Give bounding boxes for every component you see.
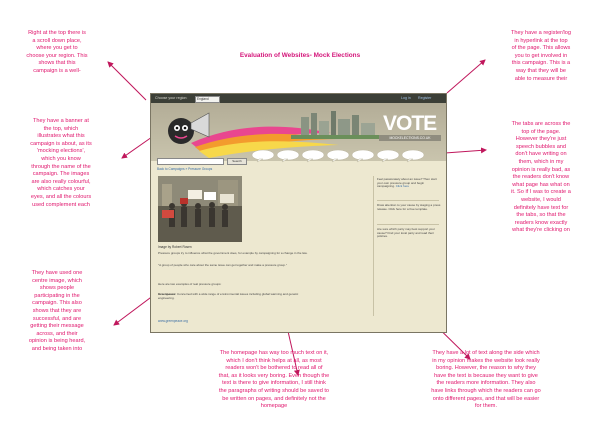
annotation-image: They have used one centre image, which shows people participating in the campaign. This also shows that they are successful, and are getting their message across, and their opinion is being heard, and being taken into <box>28 270 86 352</box>
tab-bubble[interactable] <box>327 150 349 162</box>
highlight-text: Concerned with a wide range of environmental issues including global warming and genetic engineering. <box>158 292 299 300</box>
page-title: Evaluation of Websites- Mock Elections <box>239 52 361 59</box>
tab-bubble[interactable] <box>377 150 399 162</box>
tab-bubble[interactable] <box>402 150 424 162</box>
site-top-bar <box>151 94 446 103</box>
site-logo[interactable]: VOTE <box>383 112 437 135</box>
centre-photo <box>158 176 242 242</box>
website-screenshot <box>150 93 447 333</box>
tab-bubble[interactable] <box>277 150 299 162</box>
body-paragraph: Here are two examples of real pressure groups: <box>158 282 222 286</box>
sidebar-box: Are sure which party may best support your cause? Find your local party and read their policies. <box>377 227 435 239</box>
login-link[interactable]: Log in <box>401 96 411 100</box>
arrow-tabs <box>445 150 486 153</box>
search-input[interactable] <box>157 158 224 165</box>
annotation-login: They have a register/log in hyperlink at the top of the page. This allows you to get involved in this campaign. This is a way that they will be able to measure their <box>510 30 571 82</box>
tab-bubble[interactable] <box>352 150 374 162</box>
body-paragraph: "A group of people who care about the same issue can get together and make a pressure group." <box>158 263 287 267</box>
sidebar-divider <box>377 224 439 225</box>
site-logo-subtext: MOCKELECTIONS.CO.UK <box>379 135 441 141</box>
region-dropdown[interactable]: England <box>195 96 220 103</box>
arrow-banner <box>122 137 152 158</box>
arrow-login <box>447 60 485 93</box>
highlight-paragraph <box>158 293 308 300</box>
protest-photo <box>158 176 242 242</box>
mascot-icon <box>168 118 194 144</box>
sidebar-box: Draw attention to your cause by staging a press release. Click here for a free template. <box>377 203 441 211</box>
speech-bubble-tabs <box>251 149 441 163</box>
highlight-label: Greenpeace: <box>158 292 177 296</box>
site-sidebar <box>373 176 442 316</box>
photo-caption: Image by Robert Rosen <box>158 245 192 249</box>
breadcrumb[interactable]: Back to Campaigns » Pressure Groups <box>157 167 213 171</box>
region-label: Choose your region: <box>155 96 188 100</box>
sidebar-box-text: Feel passionately about an issue? Then start your own pressure group and begin campaigning. <box>377 177 437 189</box>
annotation-banner: They have a banner at the top, which illustrates what this campaign is about, as its 'mocking elections', which you know through the name of the campaign. The images are also really colourful, which catches your eyes, and all the colours used complement each <box>30 118 92 208</box>
register-link[interactable]: Register <box>418 96 432 100</box>
annotation-sidebar: They have a lot of text along the side which in my opinion makes the website look really boring. However, the reason to why they have the text is because they want to give the readers more information. They also have links through which the readers can go onto different pages, and that will be easier for them. <box>431 350 541 410</box>
sidebar-divider <box>377 200 439 201</box>
external-link[interactable]: www.greenpeace.org <box>158 319 188 323</box>
sidebar-link[interactable]: Click here <box>395 184 410 189</box>
arrow-region <box>108 62 146 100</box>
annotation-tabs: The tabs are across the top of the page. However they're just speech bubbles and don't have writing on them, which in my opinion is really bad, as the readers don't know what page has what on it. So if I was to create a website, I would definitely have text for the tabs, so that the readers know exactly what they're clicking on <box>511 121 571 234</box>
annotation-region: Right at the top there is a scroll down place, where you get to choose your region. This shows that this campaign is a well- <box>26 30 88 74</box>
sidebar-box <box>377 178 441 189</box>
body-paragraph: Pressure groups try to influence what the government does, for example by campaigning for a change in the law. <box>158 251 308 255</box>
tab-bubble[interactable] <box>302 150 324 162</box>
tab-bubble[interactable] <box>252 150 274 162</box>
annotation-homepage: The homepage has way too much text on it, which I don't think helps at all, as most readers won't be bothered to read all of that, as it looks very boring. Even though the text is there to give information, I still think the paragraphs of writing should be saved to be written on pages, and definitely not the homepage <box>218 350 330 410</box>
search-button[interactable]: Search <box>227 158 247 165</box>
